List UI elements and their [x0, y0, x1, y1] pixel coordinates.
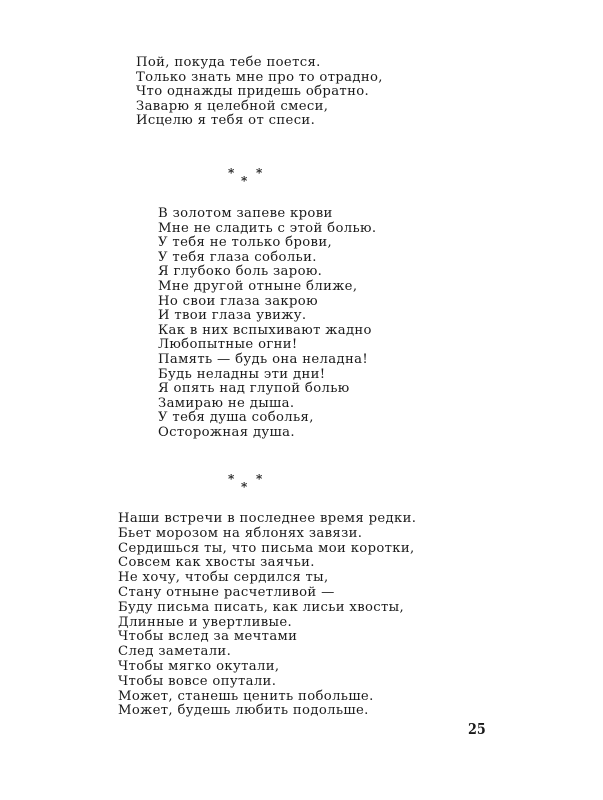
poem-line: Стану отныне расчетливой —: [118, 584, 335, 600]
poem-line: Может, станешь ценить побольше.: [118, 688, 374, 704]
asterisk: *: [228, 166, 235, 180]
asterisk: *: [241, 174, 248, 188]
poem-line: Я опять над глупой болью: [158, 381, 350, 397]
poem-line: Может, будешь любить подольше.: [118, 703, 369, 719]
poem-line: У тебя глаза собольи.: [158, 249, 317, 265]
poem-line: Память — будь она неладна!: [158, 351, 368, 367]
poem-line: Длинные и увертливые.: [118, 614, 293, 630]
poem-line: Чтобы вовсе опутали.: [118, 673, 277, 689]
asterisk: *: [256, 166, 263, 180]
poem-line: Как в них вспыхивают жадно: [158, 322, 372, 338]
poem-line: В золотом запеве крови: [158, 206, 333, 221]
poem-line: Что однажды придешь обратно.: [136, 84, 370, 100]
poem-line: У тебя не только брови,: [158, 235, 333, 251]
poem-line: Чтобы мягко окутали,: [118, 658, 280, 674]
poem-line: Будь неладны эти дни!: [158, 366, 326, 382]
poem-line: Пой, покуда тебе поется.: [136, 55, 321, 70]
poem-line: У тебя душа соболья,: [158, 410, 314, 426]
poem-line: Исцелю я тебя от спеси.: [136, 113, 316, 129]
poem-line: Мне другой отныне ближе,: [158, 278, 358, 294]
poem-line: Буду письма писать, как лисьи хвосты,: [118, 599, 405, 615]
asterism-separator-1: [226, 166, 266, 186]
poem-line: Я глубоко боль зарою.: [158, 264, 323, 280]
poem-line: Совсем как хвосты заячьи.: [118, 555, 315, 571]
poem-line: Но свои глаза закрою: [158, 293, 318, 309]
poem-line: Бьет морозом на яблонях завязи.: [118, 525, 363, 541]
poem-line: И твои глаза увижу.: [158, 308, 307, 324]
poem-line: Заварю я целебной смеси,: [136, 98, 329, 114]
asterisk: *: [256, 472, 263, 486]
asterisk: *: [228, 472, 235, 486]
asterisk: *: [241, 480, 248, 494]
poem-line: Только знать мне про то отрадно,: [136, 69, 383, 85]
poem-stanza-2: [158, 207, 376, 441]
poem-stanza-3: [118, 512, 416, 719]
asterism-separator-2: [226, 472, 266, 492]
page-number: 25: [468, 720, 486, 738]
poem-line: Осторожная душа.: [158, 424, 295, 440]
poem-line: Сердишься ты, что письма мои коротки,: [118, 540, 415, 556]
poem-line: Чтобы вслед за мечтами: [118, 629, 298, 645]
poem-line: Замираю не дыша.: [158, 395, 295, 411]
poem-line: Наши встречи в последнее время редки.: [118, 511, 417, 526]
poem-line: Мне не сладить с этой болью.: [158, 220, 377, 236]
poem-line: Любопытные огни!: [158, 337, 298, 353]
poem-line: След заметали.: [118, 644, 232, 660]
poem-stanza-1: [136, 56, 383, 129]
poem-line: Не хочу, чтобы сердился ты,: [118, 570, 329, 586]
